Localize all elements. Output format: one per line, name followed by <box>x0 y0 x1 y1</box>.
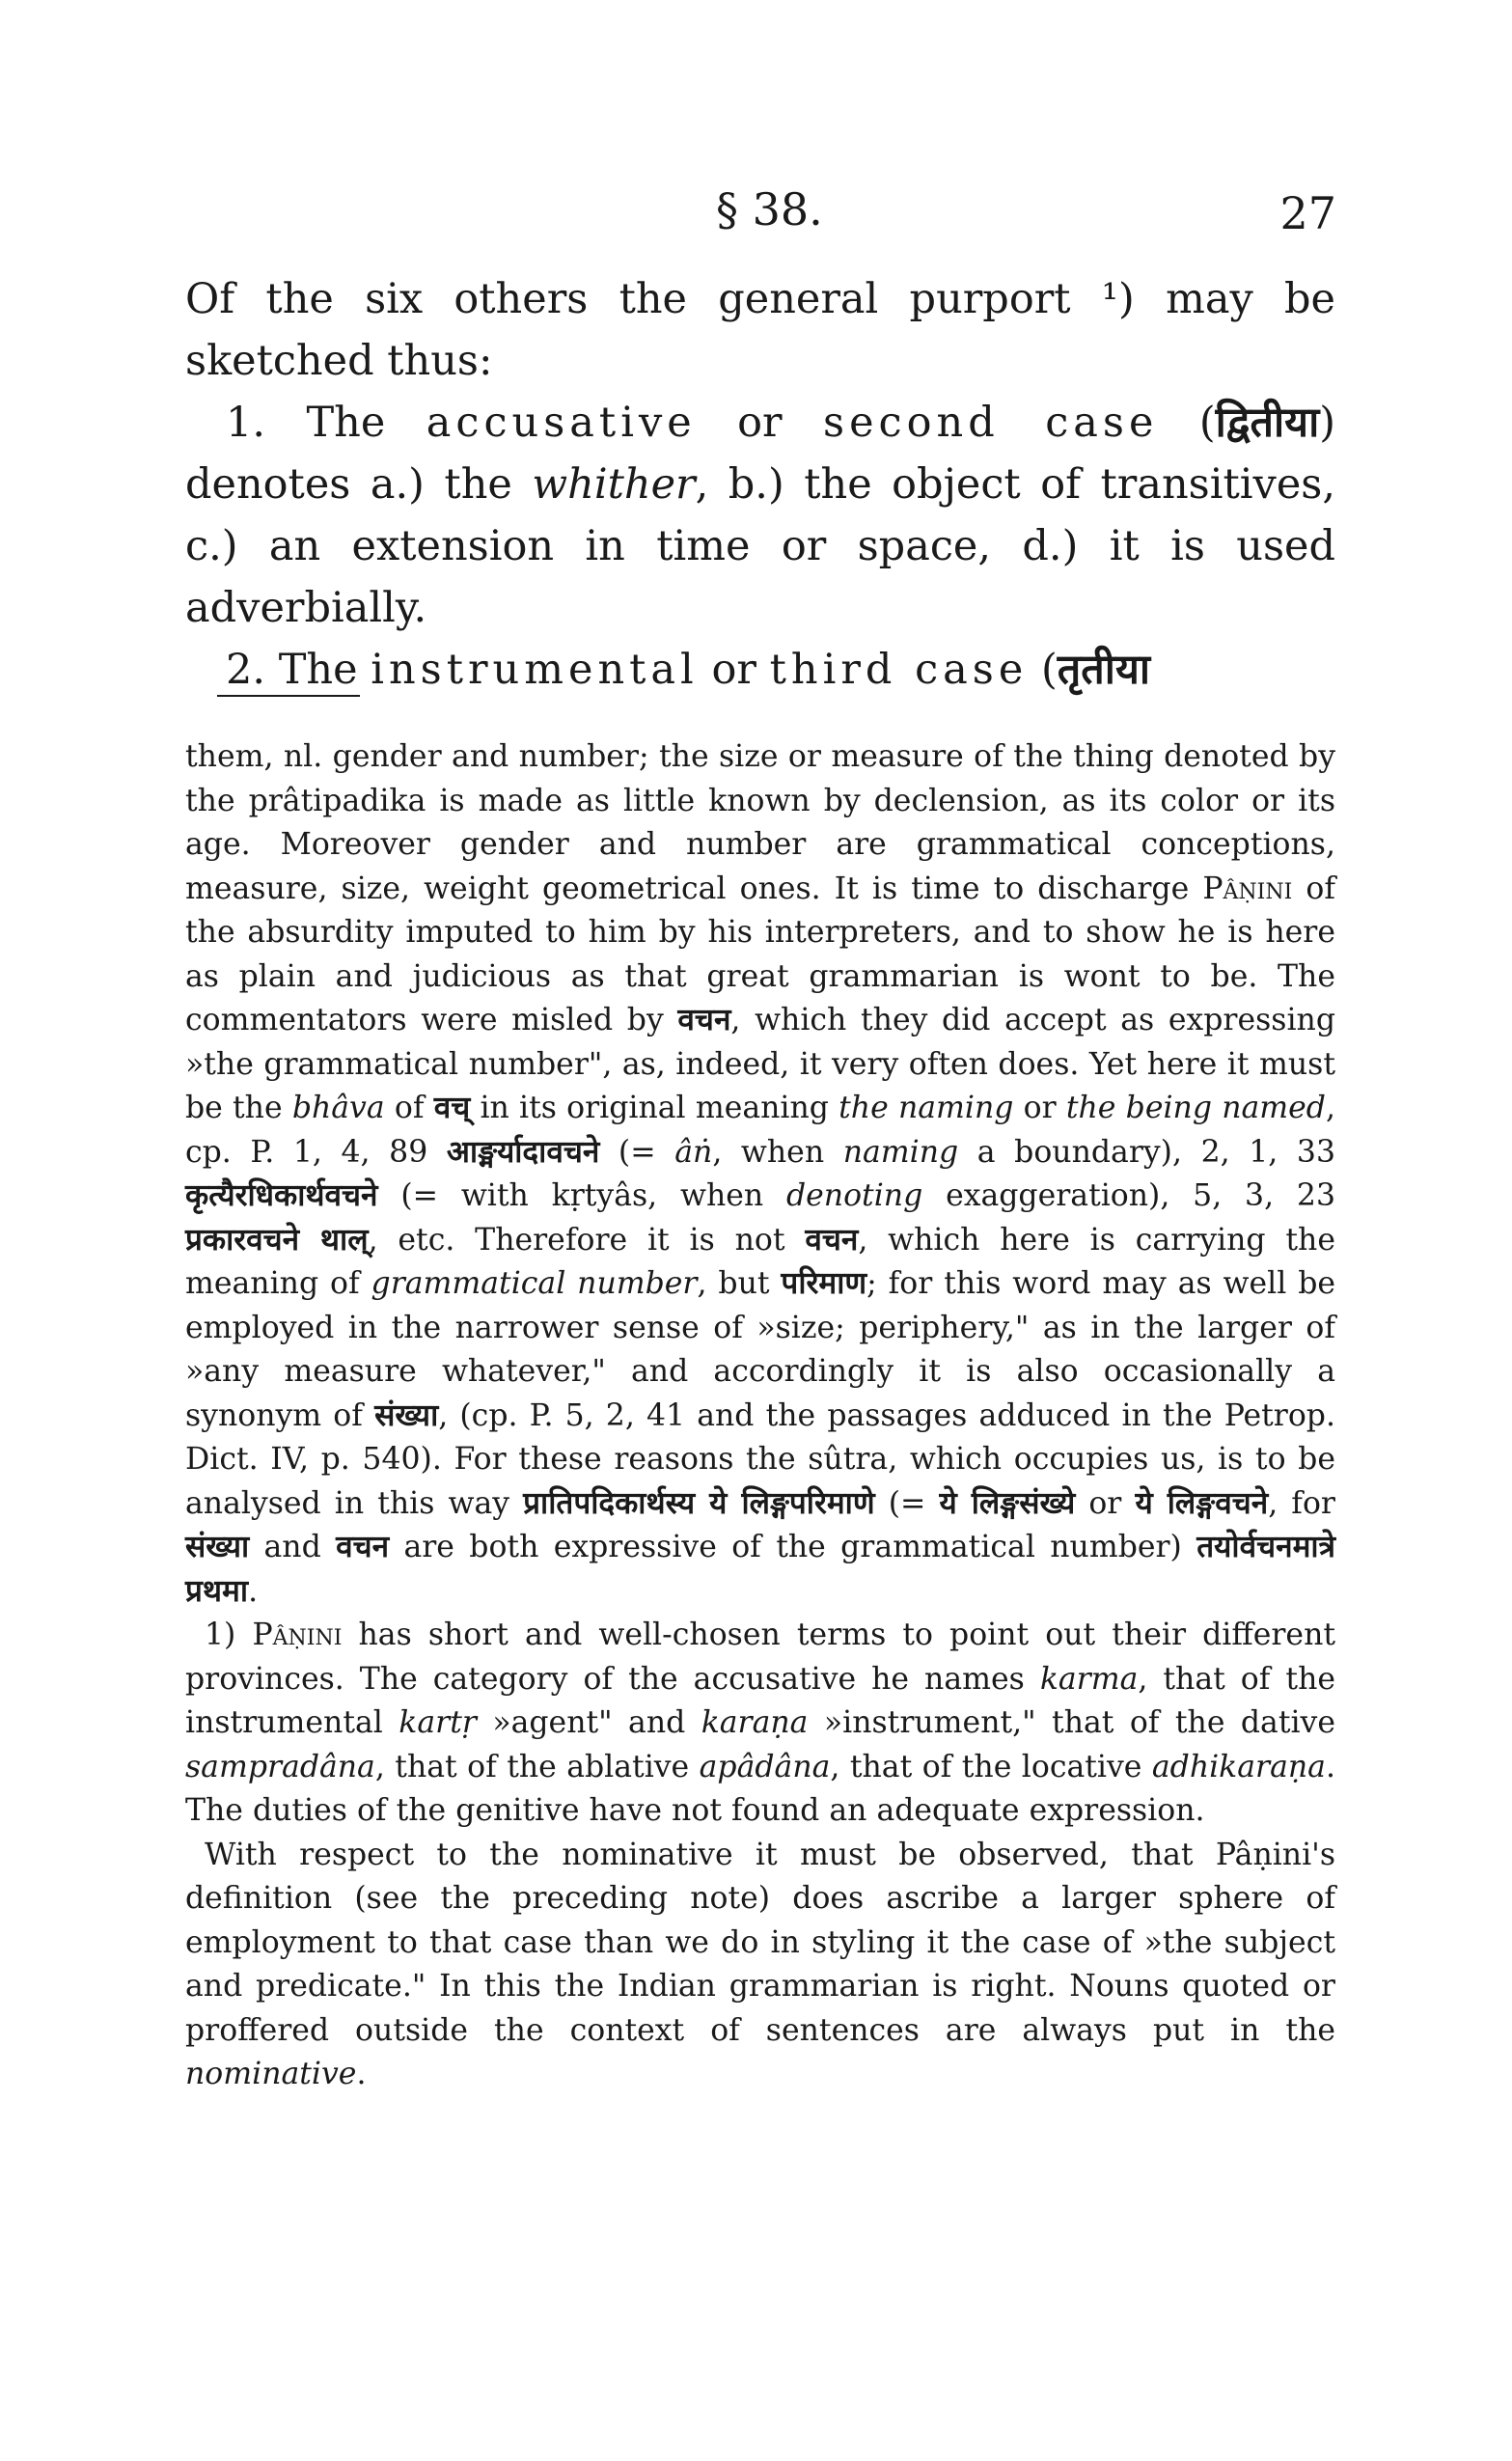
term-whither: whither <box>532 460 696 509</box>
page-number: 27 <box>1279 187 1336 239</box>
paragraph-intro: Of the six others the general purport ¹) may be sketched thus: <box>185 275 1335 385</box>
footnote-separator <box>217 695 360 697</box>
footnotes <box>185 735 1335 2097</box>
term-accusative: accusative <box>426 399 697 447</box>
term-second-case: second case <box>823 399 1159 447</box>
term-instrumental: instrumental <box>371 646 699 694</box>
devanagari-trtiya: तृतीया <box>1057 646 1151 694</box>
devanagari-dvitiya: द्वितीया <box>1215 399 1320 447</box>
term-third-case: third case <box>769 646 1029 694</box>
footnote-1-continued: With respect to the nominative it must be observed, that Pâṇini's definition (see the preceding note) does ascribe a larger sphere of employment to that case than we do in styling it the case of »the subject and predicate." In this the Indian grammarian is right. Nouns quoted or proffered outside the context of sentences are always put in the nominative. <box>185 1837 1335 2091</box>
main-text <box>185 268 1335 701</box>
footnote-continuation: them, nl. gender and number; the size or measure of the thing denoted by the prâtipadika is made as little known by declension, as its color or its age. Moreover gender and number are grammatical conceptions, measure, size, weight geometrical ones. It is time to discharge Pâṇini of the absurdity imputed to him by his interpreters, and to show he is here as plain and judicious as that great grammarian is wont to be. The commentators were misled by वचन, which they did accept as expressing »the grammatical number", as, indeed, it very often does. Yet here it must be the bhâva of वच् in its original meaning the naming or the being named, cp. P. 1, 4, 89 आङ्मर्यादावचने (= âṅ, when naming a boundary), 2, 1, 33 कृत्यैरधिकार्थवचने (= with kṛtyâs, when denoting exaggeration), 5, 3, 23 प्रकारवचने थाल्, etc. Therefore it is not वचन, which here is carrying the meaning of grammatical number, but परिमाण; for this word may as well be employed in the narrower sense of »size; periphery," as in the larger of »any measure whatever," and accordingly it is also occasionally a synonym of संख्या, (cp. P. 5, 2, 41 and the passages adduced in the Petrop. Dict. IV, p. 540). For these reasons the sûtra, which occupies us, is to be analysed in this way प्रातिपदिकार्थस्य ये लिङ्गपरिमाणे (= ये लिङ्गसंख्ये or ये लिङ्गवचने, for संख्या and वचन are both expressive of the grammatical number) तयोर्वचनमात्रे प्रथमा. <box>185 739 1335 1609</box>
paragraph-accusative: 1. The accusative or second case (द्वितीया) denotes a.) the whither, b.) the object of transitives, c.) an extension in time or space, d.) it is used adverbially. <box>185 399 1336 632</box>
footnote-1: 1) Pâṇini has short and well-chosen terms to point out their different provinces. The category of the accusative he names karma, that of the instrumental kartṛ »agent" and karaṇa »instrument," that of the dative sampradâna, that of the ablative apâdâna, that of the locative adhikaraṇa. The duties of the genitive have not found an adequate expression. <box>185 1618 1336 1828</box>
paragraph-instrumental: 2. The instrumental or third case (तृतीया <box>226 646 1151 694</box>
page-header <box>0 183 1512 241</box>
section-number: § 38. <box>716 183 823 235</box>
